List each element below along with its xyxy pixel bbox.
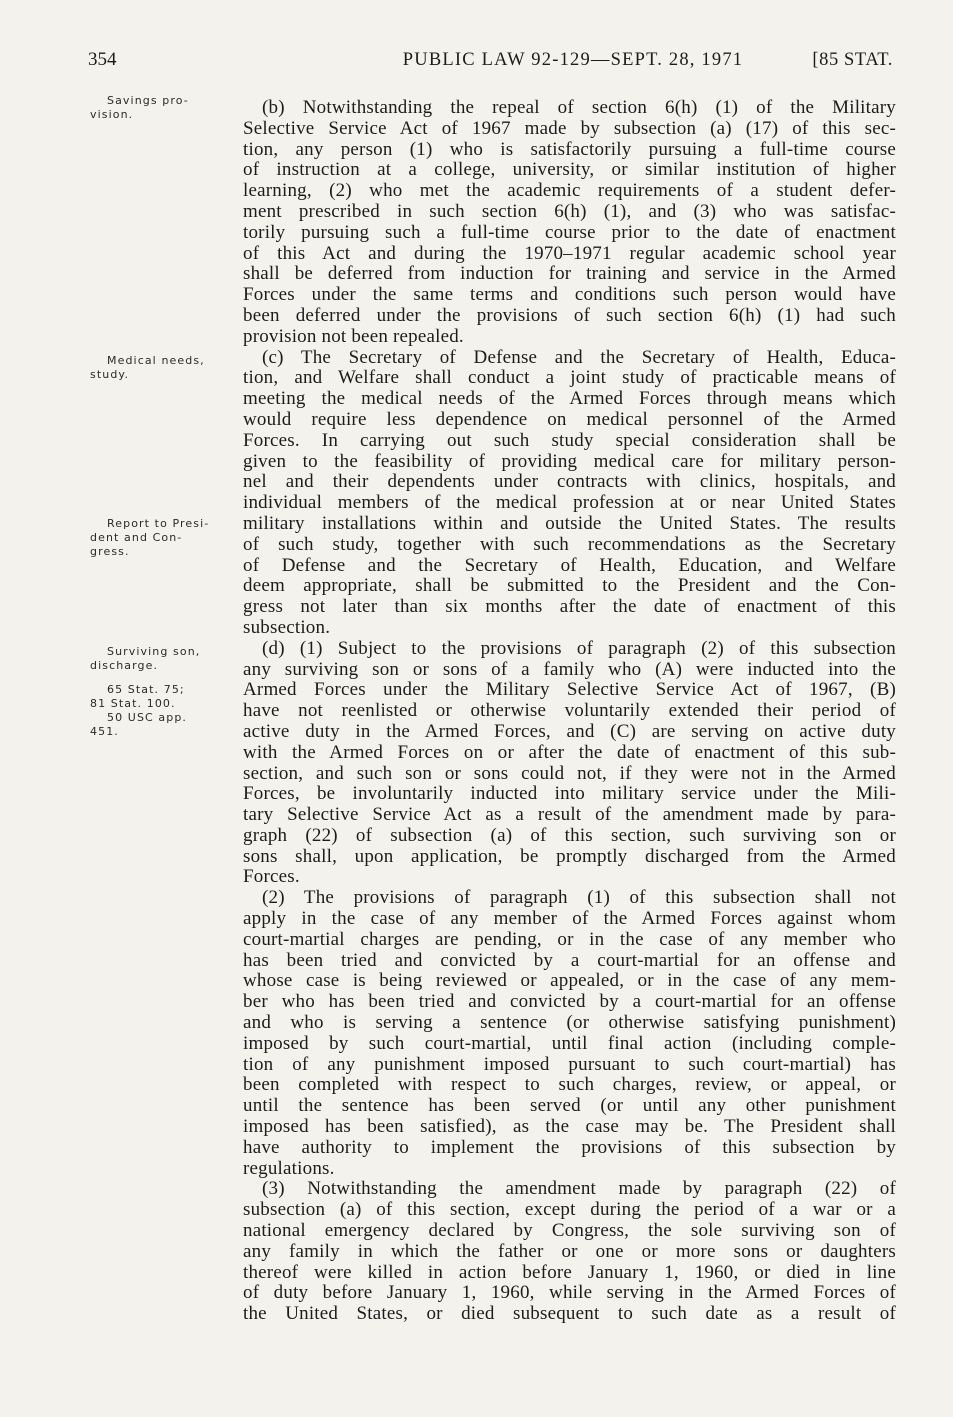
text-line: tion, any person (1) who is satisfactorily pursuing a full-time course (243, 138, 896, 160)
text-line: active duty in the Armed Forces, and (C) are serving on active duty (243, 720, 896, 742)
text-line: thereof were killed in action before January 1, 1960, or died in line (243, 1261, 896, 1283)
text-line: sons shall, upon application, be promptly discharged from the Armed (243, 845, 896, 867)
margin-note-line: discharge. (90, 659, 159, 672)
text-line: shall be deferred from induction for training and service in the Armed (243, 263, 896, 285)
text-line: any surviving son or sons of a family who (A) were inducted into the (243, 658, 896, 680)
text-line: whose case is being reviewed or appealed, or in the case of any mem- (243, 970, 896, 992)
text-line: (d) (1) Subject to the provisions of paragraph (2) of this subsection (262, 637, 896, 659)
text-line: apply in the case of any member of the Armed Forces against whom (243, 908, 896, 930)
text-line: national emergency declared by Congress, the sole surviving son of (243, 1220, 896, 1242)
text-line: and who is serving a sentence (or otherwise satisfying punishment) (243, 1012, 896, 1034)
text-line: learning, (2) who met the academic requirements of a student defer- (243, 180, 896, 202)
text-line: imposed by such court-martial, until final action (including comple- (243, 1032, 896, 1054)
subsection-b (243, 98, 896, 348)
text-line: of such study, together with such recommendations as the Secretary (243, 533, 896, 555)
text-line: have authority to implement the provisions of this subsection by (243, 1136, 896, 1158)
text-line: given to the feasibility of providing medical care for military person- (243, 450, 896, 472)
text-line: until the sentence has been served (or until any other punishment (243, 1095, 896, 1117)
text-line: of duty before January 1, 1960, while serving in the Armed Forces of (243, 1282, 896, 1304)
running-head: PUBLIC LAW 92-129—SEPT. 28, 1971 (402, 50, 744, 70)
text-line: of Defense and the Secretary of Health, Education, and Welfare (243, 554, 896, 576)
text-line: been deferred under the provisions of such section 6(h) (1) had such (243, 304, 896, 326)
text-line: torily pursuing such a full-time course prior to the date of enactment (243, 221, 896, 243)
text-line: (2) The provisions of paragraph (1) of this subsection shall not (262, 887, 896, 909)
text-line: Forces. In carrying out such study special consideration shall be (243, 429, 896, 451)
text-line: tion of any punishment imposed pursuant to such court-martial) has (243, 1053, 896, 1075)
text-line: the United States, or died subsequent to such date as a result of (243, 1303, 896, 1325)
text-line: Armed Forces under the Military Selective Service Act of 1967, (B) (243, 679, 896, 701)
text-line: section, and such son or sons could not, if they were not in the Armed (243, 762, 896, 784)
margin-note-savings-provision (90, 94, 240, 122)
text-line: been completed with respect to such charges, review, or appeal, or (243, 1074, 896, 1096)
text-line: have not reenlisted or otherwise voluntarily extended their period of (243, 700, 896, 722)
subsection-d-paragraph-3 (243, 1179, 896, 1325)
text-line: ment prescribed in such section 6(h) (1), and (3) who was satisfac- (243, 200, 896, 222)
main-text-column (243, 98, 896, 1325)
volume-citation: [85 STAT. (812, 50, 893, 70)
text-line: subsection. (243, 616, 331, 638)
text-line: has been tried and convicted by a court-martial for an offense and (243, 949, 896, 971)
subsection-d-paragraph-2 (243, 888, 896, 1179)
margin-note-line: study. (90, 368, 130, 381)
text-line: graph (22) of subsection (a) of this section, such surviving son or (243, 824, 896, 846)
text-line: of instruction at a college, university, or similar institution of higher (243, 159, 896, 181)
text-line: nel and their dependents under contracts with clinics, hospitals, and (243, 471, 896, 493)
margin-note-report (90, 517, 240, 559)
text-line: court-martial charges are pending, or in the case of any member who (243, 928, 896, 950)
text-line: individual members of the medical profession at or near United States (243, 492, 896, 514)
text-line: any family in which the father or one or more sons or daughters (243, 1240, 896, 1262)
margin-note-citations (90, 683, 240, 739)
text-line: meeting the medical needs of the Armed Forces through means which (243, 388, 896, 410)
margin-note-line: dent and Con- (90, 531, 183, 544)
text-line: military installations within and outside the United States. The results (243, 512, 896, 534)
margin-note-line: 65 Stat. 75; (107, 683, 185, 696)
text-line: regulations. (243, 1157, 335, 1179)
text-line: ber who has been tried and convicted by a court-martial for an offense (243, 991, 896, 1013)
text-line: Forces, be involuntarily inducted into military service under the Mili- (243, 783, 896, 805)
text-line: Forces. (243, 866, 300, 888)
page-number: 354 (88, 49, 117, 70)
margin-note-surviving-son (90, 645, 240, 673)
margin-note-line: 50 USC app. (107, 711, 188, 724)
text-line: with the Armed Forces on or after the date of enactment of this sub- (243, 741, 896, 763)
text-line: would require less dependence on medical personnel of the Armed (243, 408, 896, 430)
margin-note-line: vision. (90, 108, 134, 121)
text-line: (c) The Secretary of Defense and the Secretary of Health, Educa- (262, 346, 896, 368)
text-line: (3) Notwithstanding the amendment made by paragraph (22) of (262, 1178, 896, 1200)
margin-note-line: gress. (90, 545, 130, 558)
text-line: of this Act and during the 1970–1971 regular academic school year (243, 242, 896, 264)
text-line: imposed has been satisfied), as the case may be. The President shall (243, 1116, 896, 1138)
text-line: deem appropriate, shall be submitted to the President and the Con- (243, 575, 896, 597)
margin-note-line: Medical needs, (107, 354, 205, 367)
margin-note-line: 451. (90, 725, 119, 738)
margin-note-line: Savings pro- (107, 94, 189, 107)
margin-note-line: Surviving son, (107, 645, 201, 658)
text-line: (b) Notwithstanding the repeal of section 6(h) (1) of the Military (262, 97, 896, 118)
text-line: Selective Service Act of 1967 made by subsection (a) (17) of this sec- (243, 117, 896, 139)
margin-note-line: Report to Presi- (107, 517, 210, 530)
subsection-d-paragraph-1 (243, 639, 896, 889)
text-line: provision not been repealed. (243, 325, 464, 347)
text-line: tary Selective Service Act as a result of the amendment made by para- (243, 804, 896, 826)
text-line: tion, and Welfare shall conduct a joint study of practicable means of (243, 367, 896, 389)
text-line: Forces under the same terms and conditions such person would have (243, 284, 896, 306)
margin-note-medical-needs (90, 354, 240, 382)
margin-note-line: 81 Stat. 100. (90, 697, 176, 710)
text-line: subsection (a) of this section, except during the period of a war or a (243, 1199, 896, 1221)
text-line: gress not later than six months after the date of enactment of this (243, 596, 896, 618)
subsection-c (243, 348, 896, 639)
